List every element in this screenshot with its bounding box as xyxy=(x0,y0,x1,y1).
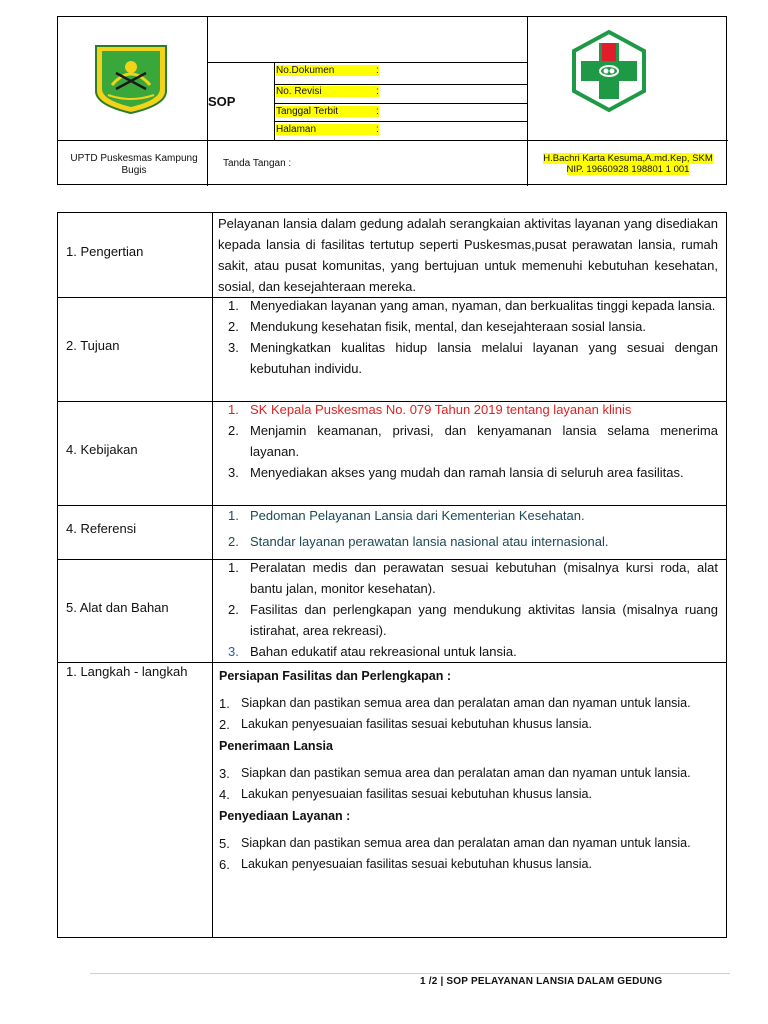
section-body-kebijakan xyxy=(218,399,718,483)
step-number: 5. xyxy=(219,836,230,851)
list-item: 3. Bahan edukatif atau rekreasional untuk lansia. xyxy=(228,644,517,659)
step-text: Siapkan dan pastikan semua area dan peralatan aman dan nyaman untuk lansia. xyxy=(241,696,691,710)
list-item: 2. Standar layanan perawatan lansia nasional atau internasional. xyxy=(228,534,609,549)
section-body-alat-bahan xyxy=(218,557,718,662)
row-divider xyxy=(58,662,726,663)
signer-name: H.Bachri Karta Kesuma,A.md.Kep, SKM xyxy=(543,153,713,164)
list-item: 1. Peralatan medis dan perawatan sesuai kebutuhan (misalnya kursi roda, alat bantu jalan, monitor kesehatan). xyxy=(228,560,718,596)
step-item xyxy=(219,718,717,731)
header-table xyxy=(57,16,727,185)
divider xyxy=(275,103,527,104)
section-body-pengertian: Pelayanan lansia dalam gedung adalah serangkaian aktivitas layanan yang disediakan kepada lansia di fasilitas tertutup seperti Puskesmas,pusat perawatan lansia, rumah sakit, atau pusat komunitas, yang bertujuan untuk memenuhi kebutuhan kesehatan, sosial, dan kesejahteraan mereka. xyxy=(218,216,718,294)
list-item: 1. Menyediakan layanan yang aman, nyaman, dan berkualitas tinggi kepada lansia. xyxy=(228,298,716,313)
list-item: 3. Meningkatkan kualitas hidup lansia melalui layanan yang sesuai dengan kebutuhan individu. xyxy=(228,340,718,376)
list-item: 2. Menjamin keamanan, privasi, dan kenyamanan lansia selama menerima layanan. xyxy=(228,423,718,459)
section-label-referensi: 4. Referensi xyxy=(66,521,137,536)
step-number: 6. xyxy=(219,857,230,872)
divider xyxy=(275,121,527,122)
list-item: 2. Mendukung kesehatan fisik, mental, dan kesejahteraan sosial lansia. xyxy=(228,319,647,334)
doc-field-sep: : xyxy=(376,86,379,97)
step-item xyxy=(219,858,717,871)
doc-field-no-revisi xyxy=(276,86,379,97)
sop-content-table xyxy=(57,212,727,938)
list-item: 1. Pedoman Pelayanan Lansia dari Kementerian Kesehatan. xyxy=(228,508,585,523)
list-item-text: Peralatan medis dan perawatan sesuai kebutuhan (misalnya kursi roda, alat bantu jalan, monitor kesehatan). xyxy=(250,560,718,596)
doc-field-sep: : xyxy=(376,65,379,76)
doc-field-tanggal-terbit xyxy=(276,106,379,117)
step-text: Siapkan dan pastikan semua area dan peralatan aman dan nyaman untuk lansia. xyxy=(241,836,691,850)
step-text: Siapkan dan pastikan semua area dan peralatan aman dan nyaman untuk lansia. xyxy=(241,766,691,780)
step-item xyxy=(219,767,717,780)
section-body-langkah xyxy=(219,669,717,879)
regional-emblem-icon xyxy=(92,43,170,115)
doc-field-sep: : xyxy=(376,124,379,135)
doc-field-sep: : xyxy=(376,106,379,117)
list-item-text: Menyediakan akses yang mudah dan ramah lansia di seluruh area fasilitas. xyxy=(250,465,684,480)
list-item-text: Fasilitas dan perlengkapan yang mendukung aktivitas lansia (misalnya ruang istirahat, area rekreasi). xyxy=(250,602,718,638)
list-item-text: Bahan edukatif atau rekreasional untuk lansia. xyxy=(250,644,517,659)
page-footer: 1 /2 | SOP PELAYANAN LANSIA DALAM GEDUNG xyxy=(420,976,663,987)
step-group-title: Penerimaan Lansia xyxy=(219,739,333,753)
list-item-text: Menjamin keamanan, privasi, dan kenyamanan lansia selama menerima layanan. xyxy=(250,423,718,459)
list-item-text: Meningkatkan kualitas hidup lansia melalui layanan yang sesuai dengan kebutuhan individu. xyxy=(250,340,718,376)
doc-field-label: Halaman xyxy=(276,124,376,135)
list-item-text: Pedoman Pelayanan Lansia dari Kementerian Kesehatan. xyxy=(250,508,585,523)
section-body-tujuan xyxy=(218,295,718,379)
step-item xyxy=(219,788,717,801)
step-group-title: Penyediaan Layanan : xyxy=(219,809,351,823)
divider xyxy=(274,62,275,140)
doc-field-label: Tanggal Terbit xyxy=(276,106,376,117)
section-label-kebijakan: 4. Kebijakan xyxy=(66,442,138,457)
doc-field-halaman xyxy=(276,124,379,135)
divider xyxy=(275,84,527,85)
step-number: 2. xyxy=(219,717,230,732)
doc-field-label: No. Revisi xyxy=(276,86,376,97)
step-text: Lakukan penyesuaian fasilitas sesuai kebutuhan khusus lansia. xyxy=(241,717,592,731)
signer-block xyxy=(528,153,728,175)
step-number: 1. xyxy=(219,696,230,711)
footer-divider xyxy=(90,973,730,974)
section-label-tujuan: 2. Tujuan xyxy=(66,338,120,353)
step-group-title: Persiapan Fasilitas dan Perlengkapan : xyxy=(219,669,452,683)
section-label-pengertian: 1. Pengertian xyxy=(66,244,144,259)
puskesmas-logo-icon xyxy=(569,29,649,113)
list-item: 3. Menyediakan akses yang mudah dan ramah lansia di seluruh area fasilitas. xyxy=(228,465,684,480)
section-label-langkah: 1. Langkah - langkah xyxy=(66,664,188,679)
step-text: Lakukan penyesuaian fasilitas sesuai kebutuhan khusus lansia. xyxy=(241,857,592,871)
sop-label: SOP xyxy=(208,94,236,109)
list-item-text: Standar layanan perawatan lansia nasional atau internasional. xyxy=(250,534,609,549)
step-number: 4. xyxy=(219,787,230,802)
list-item-text: SK Kepala Puskesmas No. 079 Tahun 2019 tentang layanan klinis xyxy=(250,402,632,417)
doc-field-label: No.Dokumen xyxy=(276,65,376,76)
section-body-referensi xyxy=(218,503,718,555)
section-label-alat-bahan: 5. Alat dan Bahan xyxy=(66,600,169,615)
list-item-text: Mendukung kesehatan fisik, mental, dan kesejahteraan sosial lansia. xyxy=(250,319,647,334)
step-text: Lakukan penyesuaian fasilitas sesuai kebutuhan khusus lansia. xyxy=(241,787,592,801)
list-item-text: Menyediakan layanan yang aman, nyaman, dan berkualitas tinggi kepada lansia. xyxy=(250,298,716,313)
list-item: 1. SK Kepala Puskesmas No. 079 Tahun 2019 tentang layanan klinis xyxy=(228,402,632,417)
divider xyxy=(208,62,527,63)
step-item xyxy=(219,837,717,850)
step-number: 3. xyxy=(219,766,230,781)
list-item: 2. Fasilitas dan perlengkapan yang mendukung aktivitas lansia (misalnya ruang istirahat, area rekreasi). xyxy=(228,602,718,638)
doc-field-no-dokumen xyxy=(276,65,379,76)
divider xyxy=(58,140,728,141)
signature-label: Tanda Tangan : xyxy=(223,158,292,169)
unit-name: UPTD Puskesmas Kampung Bugis xyxy=(70,153,198,176)
step-item xyxy=(219,697,717,710)
signer-nip: NIP. 19660928 198801 1 001 xyxy=(566,164,690,175)
column-divider xyxy=(212,213,213,937)
